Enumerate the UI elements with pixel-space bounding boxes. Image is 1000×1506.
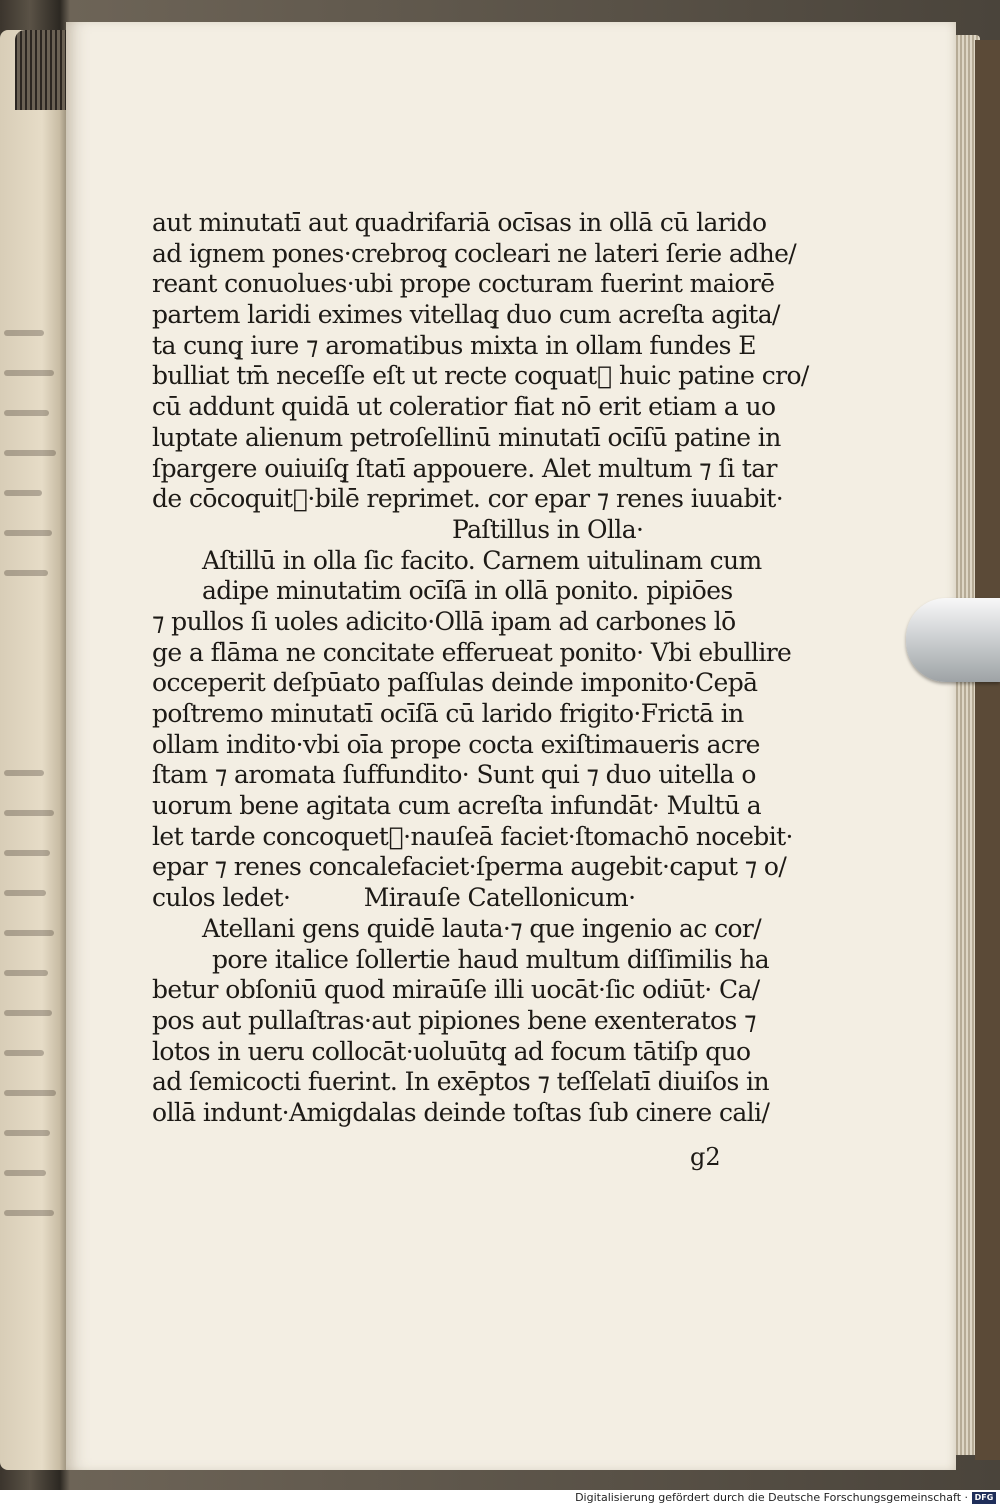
text-line: Aſtillū in olla ſic facito. Carnem uitulinam cum <box>202 545 762 575</box>
text-line: culos ledet· Mirauſe Catellonicum· <box>152 883 636 913</box>
text-line: de cōcoquit᷑·bilē reprimet. cor epar ⁊ renes iuuabit· <box>152 484 784 514</box>
text-line: ſpargere ouiuiſq̧ ſtatī appouere. Alet multum ⁊ ſi tar <box>152 453 777 483</box>
footer-bar <box>0 1490 1000 1506</box>
text-line: Atellani gens quidē lauta·⁊ que ingenio ac cor/ <box>202 913 762 943</box>
text-line: uorum bene agitata cum acreſta infundāt· Multū a <box>152 791 762 821</box>
text-line: adipe minutatim ocīſā in ollā ponito. pipiōes <box>202 576 733 606</box>
text-line: epar ⁊ renes concalefaciet·ſperma augebit·caput ⁊ o/ <box>152 852 787 882</box>
footer-credit: Digitalisierung gefördert durch die Deutsche Forschungsgemeinschaft · <box>575 1491 968 1504</box>
text-line: poſtremo minutatī ocīſā cū larido frigito·Frictā in <box>152 699 744 728</box>
page-text <box>152 208 809 1129</box>
text-line: pos aut pullaſtras·aut pipiones bene exenteratos ⁊ <box>152 1005 756 1035</box>
text-line: betur obſoniū quod miraūſe illi uocāt·ſic odiūt· Ca/ <box>152 975 760 1005</box>
page-clip <box>906 598 1000 682</box>
text-line: ad ſemicocti fuerint. In exēptos ⁊ teſſelatī diuiſos in <box>152 1067 769 1097</box>
facing-page-edge <box>0 30 70 1470</box>
text-line: aut minutatī aut quadrifariā ocīsas in ollā cū larido <box>152 208 767 237</box>
text-line: occeperit deſpūato paſſulas deinde imponito·Cepā <box>152 668 758 698</box>
text-line: ge a flāma ne concitate efferueat ponito· Vbi ebullire <box>152 637 792 667</box>
text-line: let tarde concoquet᷑·nauſeā faciet·ſtomachō nocebit· <box>152 821 793 851</box>
text-line: ollam indito·vbi oīa prope cocta exiſtimaueris acre <box>152 729 760 759</box>
text-line: ⁊ pullos ſi uoles adicito·Ollā ipam ad carbones lō <box>152 606 736 636</box>
text-line: ad ignem pones·crebroq̧ cocleari ne lateri ſerie adhe/ <box>152 238 797 268</box>
text-line: reant conuolues·ubi prope cocturam fuerint maiorē <box>152 269 775 299</box>
text-line: cū addunt quidā ut coleratior fiat nō erit etiam a uo <box>152 392 776 422</box>
text-line: ollā indunt·Amigdalas deinde toſtas ſub cinere cali/ <box>152 1097 770 1127</box>
book-spine-edge <box>15 30 70 110</box>
dfg-logo-icon: DFG <box>972 1492 996 1504</box>
text-line: partem laridi eximes vitellaq̧ duo cum acreſta agita/ <box>152 300 780 330</box>
text-line: ſtam ⁊ aromata ſuffundito· Sunt qui ⁊ duo uitella o <box>152 760 756 790</box>
text-line: pore italice ſollertie haud multum diſſimilis ha <box>212 944 770 974</box>
book-cover-edge <box>975 40 1000 1460</box>
text-line: bulliat tm̄ neceſſe eſt ut recte coquat᷑ huic patine cro/ <box>152 361 809 391</box>
section-heading: Paſtillus in Olla· <box>452 514 644 544</box>
text-line: ta cunq̧ iure ⁊ aromatibus mixta in ollam fundes E <box>152 330 756 360</box>
text-line: luptate alienum petroſellinū minutatī ocīſū patine in <box>152 422 781 452</box>
text-line: lotos in ueru collocāt·uoluūtq̧ ad focum tātiſp quo <box>152 1036 751 1066</box>
signature-mark: g2 <box>690 1143 721 1171</box>
